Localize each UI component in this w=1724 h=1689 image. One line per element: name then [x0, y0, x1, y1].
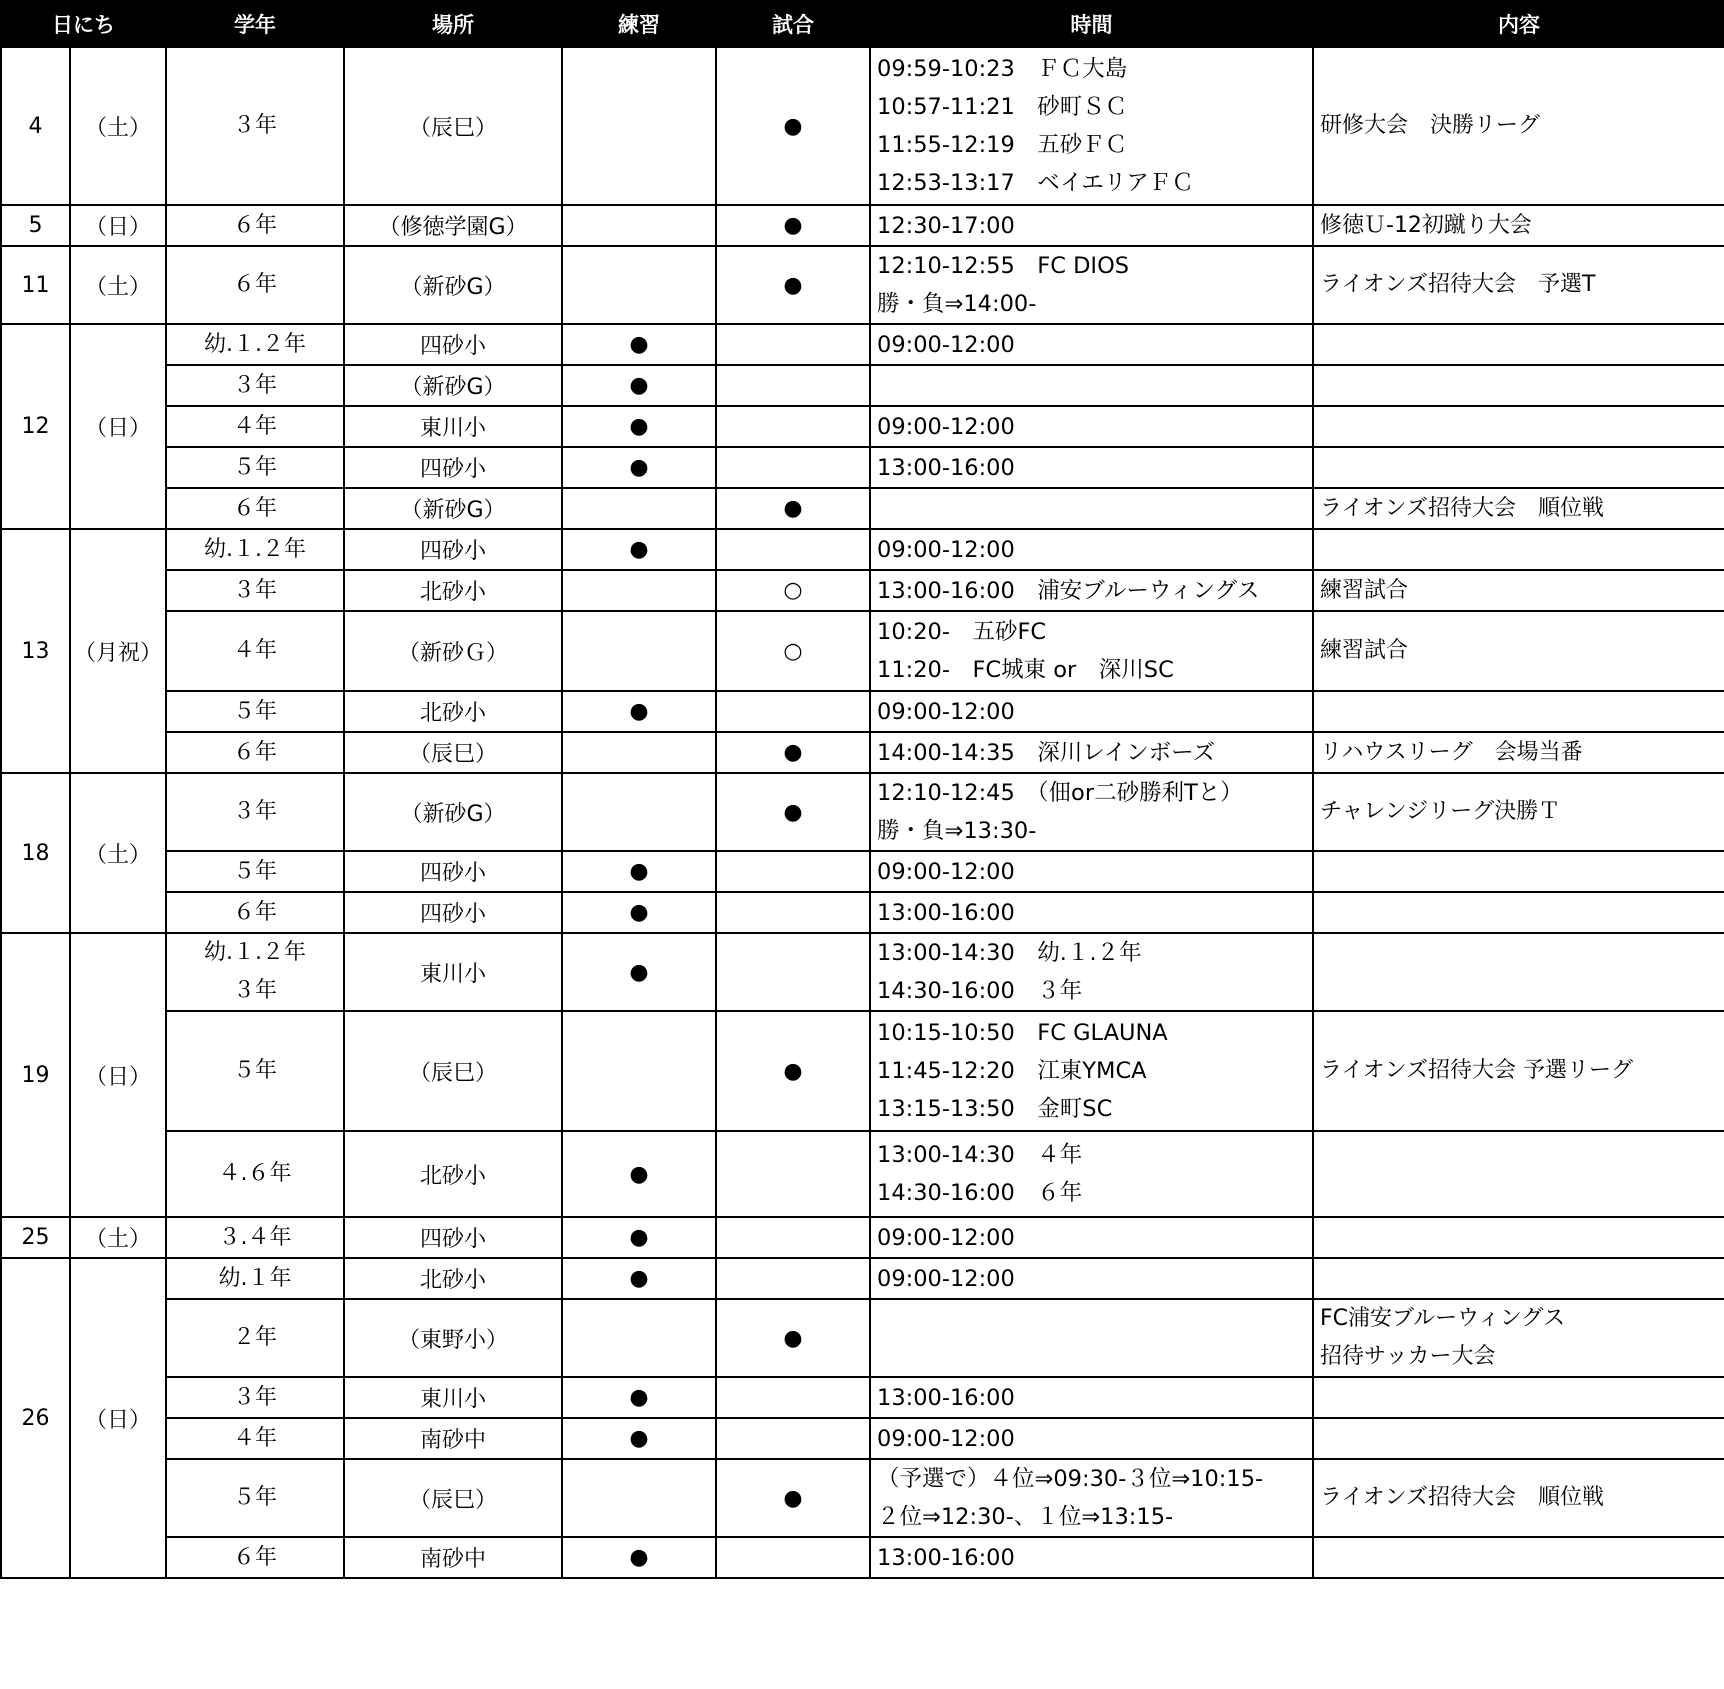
match-mark-cell: ● — [716, 1011, 870, 1131]
match-mark-cell — [716, 933, 870, 1011]
place-cell: 東川小 — [344, 933, 562, 1011]
practice-mark-cell — [562, 246, 716, 324]
content-cell — [1313, 1131, 1724, 1217]
schedule-row — [1, 529, 1724, 570]
cell-line: 14:30-16:00 ３年 — [877, 978, 1083, 1004]
cell-line: 12:10-12:55 FC DIOS — [877, 253, 1130, 279]
grade-cell — [166, 406, 344, 447]
schedule-row — [1, 1377, 1724, 1418]
cell-line: 12:30-17:00 — [877, 212, 1015, 239]
schedule-row — [1, 611, 1724, 691]
place-cell: （東野小） — [344, 1299, 562, 1377]
cell-line: 11:20- FC城東 or 深川SC — [877, 657, 1174, 683]
content-cell — [1313, 529, 1724, 570]
cell-line: ３.４年 — [218, 1224, 292, 1250]
place-cell: （辰巳） — [344, 1011, 562, 1131]
weekday-cell: （月祝） — [70, 529, 166, 773]
match-mark-cell — [716, 1131, 870, 1217]
cell-line: 09:59-10:23 ＦＣ大島 — [877, 56, 1128, 82]
content-cell — [1313, 447, 1724, 488]
grade-cell — [166, 691, 344, 732]
grade-cell — [166, 773, 344, 851]
place-cell: 四砂小 — [344, 1217, 562, 1258]
schedule-row — [1, 1537, 1724, 1578]
cell-line: ３年 — [232, 113, 277, 138]
practice-mark-cell: ● — [562, 933, 716, 1011]
header-row — [1, 1, 1724, 47]
match-mark-cell — [716, 529, 870, 570]
schedule-row — [1, 1011, 1724, 1131]
match-mark-cell: ● — [716, 773, 870, 851]
cell-line: ライオンズ招待大会 順位戦 — [1320, 495, 1605, 521]
practice-mark-cell: ● — [562, 1131, 716, 1217]
practice-mark-cell: ● — [562, 691, 716, 732]
cell-line: 幼.１.２年 — [204, 536, 306, 562]
grade-cell — [166, 611, 344, 691]
grade-cell — [166, 1217, 344, 1258]
cell-line: 13:00-16:00 — [877, 1384, 1015, 1411]
schedule-row — [1, 1459, 1724, 1537]
grade-cell — [166, 1537, 344, 1578]
cell-line: ５年 — [232, 1058, 277, 1083]
place-cell: （新砂G） — [344, 365, 562, 406]
practice-mark-cell — [562, 570, 716, 611]
cell-line: ６年 — [232, 739, 277, 765]
cell-line: 09:00-12:00 — [877, 413, 1015, 440]
schedule-row — [1, 1418, 1724, 1459]
time-cell — [870, 365, 1313, 406]
header-content: 内容 — [1313, 1, 1724, 47]
schedule-row — [1, 933, 1724, 1011]
schedule-row — [1, 570, 1724, 611]
content-cell — [1313, 488, 1724, 529]
content-cell — [1313, 732, 1724, 773]
day-number-cell: 25 — [1, 1217, 70, 1258]
schedule-row — [1, 851, 1724, 892]
schedule-row — [1, 1299, 1724, 1377]
header-grade: 学年 — [166, 1, 344, 47]
cell-line: 勝・負⇒13:30- — [877, 818, 1037, 844]
schedule-row — [1, 1131, 1724, 1217]
schedule-row — [1, 365, 1724, 406]
place-cell: （新砂Ｇ） — [344, 611, 562, 691]
practice-mark-cell: ● — [562, 892, 716, 933]
content-cell — [1313, 773, 1724, 851]
content-cell — [1313, 205, 1724, 246]
cell-line: （予選で）４位⇒09:30-３位⇒10:15- — [877, 1466, 1264, 1492]
schedule-row — [1, 892, 1724, 933]
grade-cell — [166, 205, 344, 246]
place-cell: 四砂小 — [344, 447, 562, 488]
time-cell — [870, 324, 1313, 365]
cell-line: ５年 — [232, 1485, 277, 1510]
content-cell — [1313, 892, 1724, 933]
match-mark-cell — [716, 1418, 870, 1459]
cell-line: FC浦安ブルーウィングス — [1320, 1306, 1566, 1331]
place-cell: （辰巳） — [344, 47, 562, 205]
cell-line: 練習試合 — [1320, 638, 1409, 663]
schedule-row — [1, 246, 1724, 324]
match-mark-cell — [716, 691, 870, 732]
grade-cell — [166, 246, 344, 324]
cell-line: 13:00-16:00 — [877, 1544, 1015, 1571]
cell-line: ４.６年 — [218, 1161, 292, 1186]
practice-mark-cell — [562, 1459, 716, 1537]
weekday-cell: （日） — [70, 205, 166, 246]
practice-mark-cell — [562, 205, 716, 246]
time-cell — [870, 447, 1313, 488]
day-number-cell: 19 — [1, 933, 70, 1217]
schedule-row — [1, 488, 1724, 529]
time-cell — [870, 529, 1313, 570]
grade-cell — [166, 529, 344, 570]
cell-line: 14:30-16:00 ６年 — [877, 1180, 1083, 1206]
practice-mark-cell: ● — [562, 1258, 716, 1299]
schedule-row — [1, 1217, 1724, 1258]
match-mark-cell: ○ — [716, 570, 870, 611]
cell-line: 修徳Ｕ-12初蹴り大会 — [1320, 212, 1532, 238]
weekday-cell: （日） — [70, 1258, 166, 1578]
grade-cell — [166, 851, 344, 892]
place-cell: 四砂小 — [344, 324, 562, 365]
header-day: 日にち — [1, 1, 166, 47]
cell-line: ６年 — [232, 1544, 277, 1570]
time-cell — [870, 1011, 1313, 1131]
practice-mark-cell: ● — [562, 1418, 716, 1459]
content-cell — [1313, 365, 1724, 406]
header-time: 時間 — [870, 1, 1313, 47]
practice-mark-cell — [562, 611, 716, 691]
cell-line: ４年 — [232, 1425, 277, 1451]
grade-cell — [166, 1459, 344, 1537]
place-cell: 東川小 — [344, 406, 562, 447]
match-mark-cell: ● — [716, 47, 870, 205]
time-cell — [870, 1537, 1313, 1578]
day-number-cell: 4 — [1, 47, 70, 205]
grade-cell — [166, 1258, 344, 1299]
match-mark-cell: ○ — [716, 611, 870, 691]
content-cell — [1313, 570, 1724, 611]
place-cell: 北砂小 — [344, 570, 562, 611]
time-cell — [870, 1299, 1313, 1377]
content-cell — [1313, 246, 1724, 324]
cell-line: ６年 — [232, 212, 277, 238]
cell-line: ライオンズ招待大会 予選T — [1320, 272, 1596, 297]
time-cell — [870, 691, 1313, 732]
time-cell — [870, 892, 1313, 933]
day-number-cell: 11 — [1, 246, 70, 324]
content-cell — [1313, 1377, 1724, 1418]
match-mark-cell — [716, 1537, 870, 1578]
place-cell: （新砂G） — [344, 773, 562, 851]
content-cell — [1313, 1258, 1724, 1299]
place-cell: 南砂中 — [344, 1418, 562, 1459]
time-cell — [870, 1131, 1313, 1217]
header-practice: 練習 — [562, 1, 716, 47]
content-cell — [1313, 1011, 1724, 1131]
place-cell: 南砂中 — [344, 1537, 562, 1578]
match-mark-cell — [716, 1217, 870, 1258]
cell-line: リハウスリーグ 会場当番 — [1320, 739, 1583, 765]
content-cell — [1313, 1459, 1724, 1537]
time-cell — [870, 1217, 1313, 1258]
practice-mark-cell — [562, 773, 716, 851]
time-cell — [870, 570, 1313, 611]
practice-mark-cell — [562, 47, 716, 205]
practice-mark-cell: ● — [562, 447, 716, 488]
header-place: 場所 — [344, 1, 562, 47]
schedule-row — [1, 47, 1724, 205]
grade-cell — [166, 1131, 344, 1217]
cell-line: 09:00-12:00 — [877, 1224, 1015, 1251]
match-mark-cell — [716, 892, 870, 933]
content-cell — [1313, 1217, 1724, 1258]
time-cell — [870, 851, 1313, 892]
grade-cell — [166, 447, 344, 488]
content-cell — [1313, 324, 1724, 365]
grade-cell — [166, 365, 344, 406]
match-mark-cell — [716, 406, 870, 447]
practice-mark-cell — [562, 1299, 716, 1377]
cell-line: 13:00-16:00 浦安ブルーウィングス — [877, 577, 1260, 604]
time-cell — [870, 1418, 1313, 1459]
grade-cell — [166, 570, 344, 611]
time-cell — [870, 611, 1313, 691]
match-mark-cell: ● — [716, 1459, 870, 1537]
place-cell: 四砂小 — [344, 892, 562, 933]
schedule-row — [1, 773, 1724, 851]
match-mark-cell — [716, 851, 870, 892]
place-cell: 四砂小 — [344, 529, 562, 570]
match-mark-cell: ● — [716, 488, 870, 529]
weekday-cell: （土） — [70, 773, 166, 933]
cell-line: 10:57-11:21 砂町ＳＣ — [877, 94, 1128, 120]
match-mark-cell: ● — [716, 1299, 870, 1377]
cell-line: ライオンズ招待大会 予選リーグ — [1320, 1058, 1634, 1083]
cell-line: ６年 — [232, 495, 277, 521]
cell-line: 09:00-12:00 — [877, 1265, 1015, 1292]
cell-line: ２年 — [232, 1325, 277, 1350]
day-number-cell: 12 — [1, 324, 70, 529]
grade-cell — [166, 1299, 344, 1377]
cell-line: 幼.１.２年 — [204, 331, 306, 357]
match-mark-cell — [716, 447, 870, 488]
cell-line: ライオンズ招待大会 順位戦 — [1320, 1485, 1605, 1510]
cell-line: 幼.１.２年 — [204, 940, 306, 965]
time-cell — [870, 1258, 1313, 1299]
practice-mark-cell — [562, 1011, 716, 1131]
time-cell — [870, 933, 1313, 1011]
content-cell — [1313, 933, 1724, 1011]
cell-line: ５年 — [232, 858, 277, 884]
content-cell — [1313, 851, 1724, 892]
schedule-row — [1, 406, 1724, 447]
time-cell — [870, 1459, 1313, 1537]
time-cell — [870, 246, 1313, 324]
time-cell — [870, 406, 1313, 447]
cell-line: ５年 — [232, 454, 277, 480]
cell-line: 11:45-12:20 江東YMCA — [877, 1058, 1147, 1084]
cell-line: 09:00-12:00 — [877, 698, 1015, 725]
match-mark-cell: ● — [716, 205, 870, 246]
content-cell — [1313, 611, 1724, 691]
grade-cell — [166, 933, 344, 1011]
practice-mark-cell: ● — [562, 529, 716, 570]
cell-line: 練習試合 — [1320, 577, 1409, 603]
practice-mark-cell: ● — [562, 365, 716, 406]
cell-line: 09:00-12:00 — [877, 1425, 1015, 1452]
match-mark-cell: ● — [716, 246, 870, 324]
content-cell — [1313, 1537, 1724, 1578]
weekday-cell: （日） — [70, 324, 166, 529]
cell-line: 14:00-14:35 深川レインボーズ — [877, 739, 1216, 766]
practice-mark-cell: ● — [562, 1537, 716, 1578]
schedule-row — [1, 1258, 1724, 1299]
match-mark-cell — [716, 365, 870, 406]
cell-line: ３年 — [232, 372, 277, 398]
cell-line: 11:55-12:19 五砂ＦＣ — [877, 132, 1128, 158]
practice-mark-cell: ● — [562, 1377, 716, 1418]
place-cell: 北砂小 — [344, 1258, 562, 1299]
cell-line: ５年 — [232, 698, 277, 724]
cell-line: 09:00-12:00 — [877, 536, 1015, 563]
match-mark-cell — [716, 324, 870, 365]
grade-cell — [166, 732, 344, 773]
cell-line: 09:00-12:00 — [877, 858, 1015, 885]
cell-line: ３年 — [232, 577, 277, 603]
cell-line: 13:00-16:00 — [877, 899, 1015, 926]
grade-cell — [166, 488, 344, 529]
cell-line: ３年 — [232, 1384, 277, 1410]
cell-line: ６年 — [232, 899, 277, 925]
cell-line: 幼.１年 — [218, 1265, 292, 1291]
schedule-row — [1, 447, 1724, 488]
grade-cell — [166, 892, 344, 933]
time-cell — [870, 488, 1313, 529]
weekday-cell: （日） — [70, 933, 166, 1217]
schedule-row — [1, 732, 1724, 773]
cell-line: チャレンジリーグ決勝Ｔ — [1320, 799, 1561, 824]
match-mark-cell — [716, 1377, 870, 1418]
schedule-row — [1, 691, 1724, 732]
cell-line: 13:00-14:30 ４年 — [877, 1142, 1083, 1168]
match-mark-cell — [716, 1258, 870, 1299]
cell-line: ６年 — [232, 272, 277, 297]
cell-line: 招待サッカー大会 — [1320, 1344, 1496, 1369]
place-cell: （新砂G） — [344, 488, 562, 529]
header-match: 試合 — [716, 1, 870, 47]
grade-cell — [166, 1377, 344, 1418]
grade-cell — [166, 47, 344, 205]
practice-mark-cell: ● — [562, 324, 716, 365]
content-cell — [1313, 1418, 1724, 1459]
practice-mark-cell — [562, 732, 716, 773]
time-cell — [870, 773, 1313, 851]
day-number-cell: 26 — [1, 1258, 70, 1578]
time-cell — [870, 205, 1313, 246]
cell-line: 13:15-13:50 金町SC — [877, 1096, 1113, 1122]
day-number-cell: 5 — [1, 205, 70, 246]
cell-line: 10:15-10:50 FC GLAUNA — [877, 1020, 1168, 1046]
cell-line: 09:00-12:00 — [877, 331, 1015, 358]
cell-line: 10:20- 五砂FC — [877, 619, 1047, 645]
day-number-cell: 13 — [1, 529, 70, 773]
content-cell — [1313, 47, 1724, 205]
grade-cell — [166, 1418, 344, 1459]
place-cell: （辰巳） — [344, 1459, 562, 1537]
schedule-row — [1, 205, 1724, 246]
cell-line: ２位⇒12:30-、１位⇒13:15- — [877, 1504, 1174, 1530]
schedule-body — [1, 47, 1724, 1578]
place-cell: （新砂G） — [344, 246, 562, 324]
content-cell — [1313, 691, 1724, 732]
day-number-cell: 18 — [1, 773, 70, 933]
place-cell: 東川小 — [344, 1377, 562, 1418]
place-cell: 北砂小 — [344, 691, 562, 732]
practice-mark-cell: ● — [562, 851, 716, 892]
content-cell — [1313, 1299, 1724, 1377]
cell-line: 勝・負⇒14:00- — [877, 291, 1037, 317]
practice-mark-cell: ● — [562, 406, 716, 447]
cell-line: ４年 — [232, 413, 277, 439]
time-cell — [870, 47, 1313, 205]
cell-line: 12:53-13:17 ベイエリアＦＣ — [877, 170, 1194, 196]
weekday-cell: （土） — [70, 246, 166, 324]
practice-mark-cell: ● — [562, 1217, 716, 1258]
time-cell — [870, 732, 1313, 773]
cell-line: ３年 — [232, 978, 277, 1003]
cell-line: ３年 — [232, 799, 277, 824]
place-cell: 四砂小 — [344, 851, 562, 892]
cell-line: ４年 — [232, 638, 277, 663]
schedule-row — [1, 324, 1724, 365]
place-cell: （修徳学園G） — [344, 205, 562, 246]
content-cell — [1313, 406, 1724, 447]
cell-line: 13:00-16:00 — [877, 454, 1015, 481]
place-cell: （辰巳） — [344, 732, 562, 773]
time-cell — [870, 1377, 1313, 1418]
cell-line: 12:10-12:45 （佃or二砂勝利Tと） — [877, 780, 1243, 806]
weekday-cell: （土） — [70, 47, 166, 205]
weekday-cell: （土） — [70, 1217, 166, 1258]
cell-line: 研修大会 決勝リーグ — [1320, 113, 1541, 138]
match-mark-cell: ● — [716, 732, 870, 773]
practice-mark-cell — [562, 488, 716, 529]
cell-line: 13:00-14:30 幼.１.２年 — [877, 940, 1142, 966]
grade-cell — [166, 1011, 344, 1131]
grade-cell — [166, 324, 344, 365]
place-cell: 北砂小 — [344, 1131, 562, 1217]
